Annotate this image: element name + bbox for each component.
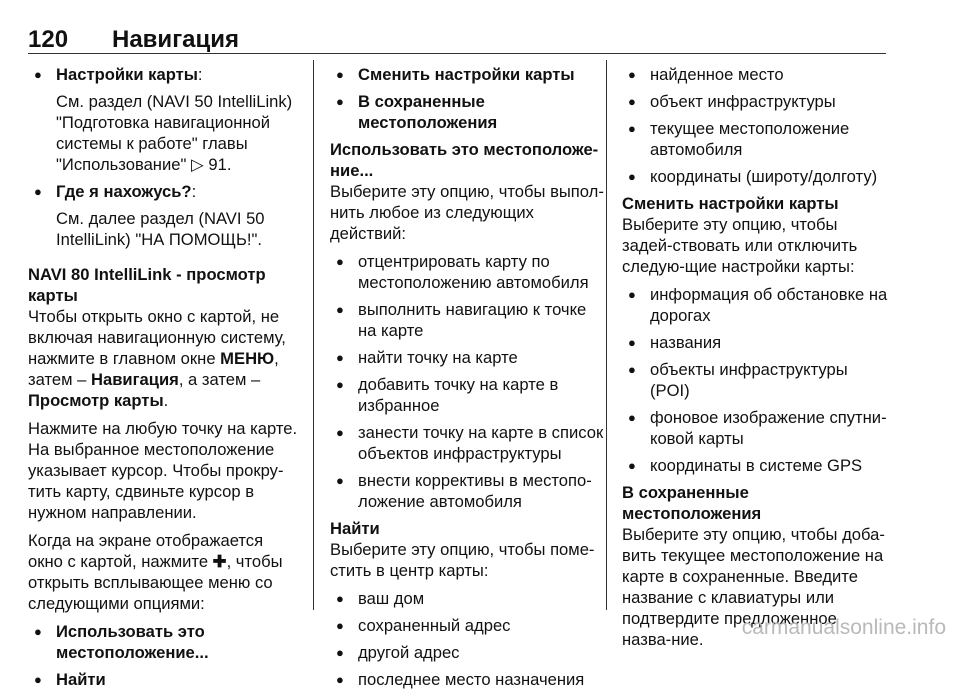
list-item: ● сохраненный адрес: [330, 615, 606, 636]
option-list: [622, 64, 888, 187]
section-title: Навигация: [112, 26, 240, 53]
option-list: [622, 284, 888, 476]
section-heading: В сохраненные местоположения: [622, 483, 762, 523]
option-list: [28, 621, 300, 690]
list-item: ● другой адрес: [330, 642, 606, 663]
list-item: ● В сохраненные местоположения: [330, 91, 606, 133]
section-heading: Использовать это местоположе-ние...: [330, 140, 599, 180]
option-list: [28, 64, 300, 250]
header-rule: [28, 53, 886, 54]
column-divider: [313, 60, 314, 610]
list-item: ● Сменить настройки карты: [330, 64, 606, 85]
list-item: ● объект инфраструктуры: [622, 91, 888, 112]
option-description: См. далее раздел (NAVI 50 IntelliLink) "НА ПОМОЩЬ!".: [56, 209, 265, 249]
list-item: ● координаты в системе GPS: [622, 455, 888, 476]
list-item: ● Настройки карты: См. раздел (NAVI 50 IntelliLink) "Подготовка навигационной системы к работе" главы "Использование" ▷ 91.: [28, 64, 300, 175]
list-item: ● отцентрировать карту по местоположению автомобиля: [330, 251, 606, 293]
list-item: ● информация об обстановке на дорогах: [622, 284, 888, 326]
list-item: ● Найти: [28, 669, 300, 690]
list-item: ● названия: [622, 332, 888, 353]
column-2: [330, 64, 606, 696]
section-heading: NAVI 80 IntelliLink - просмотр карты: [28, 265, 266, 305]
paragraph: Нажмите на любую точку на карте. На выбранное местоположение указывает курсор. Чтобы прокру-тить карту, сдвиньте курсор в нужном направлении.: [28, 419, 298, 522]
column-3: [622, 64, 888, 657]
option-list: [330, 64, 606, 133]
list-item: ● координаты (широту/долготу): [622, 166, 888, 187]
paragraph: Выберите эту опцию, чтобы доба-вить текущее местоположение на карте в сохраненные. Введите название с клавиатуры или подтвердите предложенное назва-ние.: [622, 525, 885, 649]
list-item: ● объекты инфраструктуры (POI): [622, 359, 888, 401]
option-label: Настройки карты: [56, 65, 198, 84]
list-item: ● выполнить навигацию к точке на карте: [330, 299, 606, 341]
list-item: ● внести коррективы в местопо-ложение автомобиля: [330, 470, 606, 512]
option-list: [330, 251, 606, 512]
option-list: [330, 588, 606, 690]
page-number: 120: [28, 26, 69, 53]
list-item: ● Где я нахожусь?: См. далее раздел (NAVI 50 IntelliLink) "НА ПОМОЩЬ!".: [28, 181, 300, 250]
list-item: ● текущее местоположение автомобиля: [622, 118, 888, 160]
column-divider: [606, 60, 607, 610]
list-item: ● последнее место назначения: [330, 669, 606, 690]
list-item: ● добавить точку на карте в избранное: [330, 374, 606, 416]
list-item: ● Использовать это местоположение...: [28, 621, 300, 663]
option-description: См. раздел (NAVI 50 IntelliLink) "Подготовка навигационной системы к работе" главы "Использование" ▷ 91.: [56, 92, 293, 174]
option-label: Где я нахожусь?: [56, 182, 192, 201]
plus-icon: ✚: [212, 552, 227, 571]
paragraph: Выберите эту опцию, чтобы поме-стить в центр карты:: [330, 540, 595, 580]
list-item: ● найти точку на карте: [330, 347, 606, 368]
page-ref: 91.: [208, 155, 232, 174]
section-heading: Найти: [330, 519, 380, 538]
page-ref-icon: ▷: [190, 155, 204, 174]
list-item: ● фоновое изображение спутни-ковой карты: [622, 407, 888, 449]
list-item: ● ваш дом: [330, 588, 606, 609]
section-heading: Сменить настройки карты: [622, 194, 839, 213]
paragraph: Выберите эту опцию, чтобы задей-ствовать или отключить следую-щие настройки карты:: [622, 215, 858, 276]
column-1: [28, 64, 300, 696]
watermark: carmanualsonline.info: [741, 616, 946, 639]
paragraph: Чтобы открыть окно с картой, не включая навигационную систему, нажмите в главном окне МЕНЮ, затем – Навигация, а затем – Просмотр карты.: [28, 307, 286, 410]
page-header: [28, 26, 886, 52]
list-item: ● найденное место: [622, 64, 888, 85]
list-item: ● занести точку на карте в список объектов инфраструктуры: [330, 422, 606, 464]
paragraph: Когда на экране отображается окно с картой, нажмите ✚, чтобы открыть всплывающее меню со следующими опциями:: [28, 531, 283, 613]
paragraph: Выберите эту опцию, чтобы выпол-нить любое из следующих действий:: [330, 182, 604, 243]
